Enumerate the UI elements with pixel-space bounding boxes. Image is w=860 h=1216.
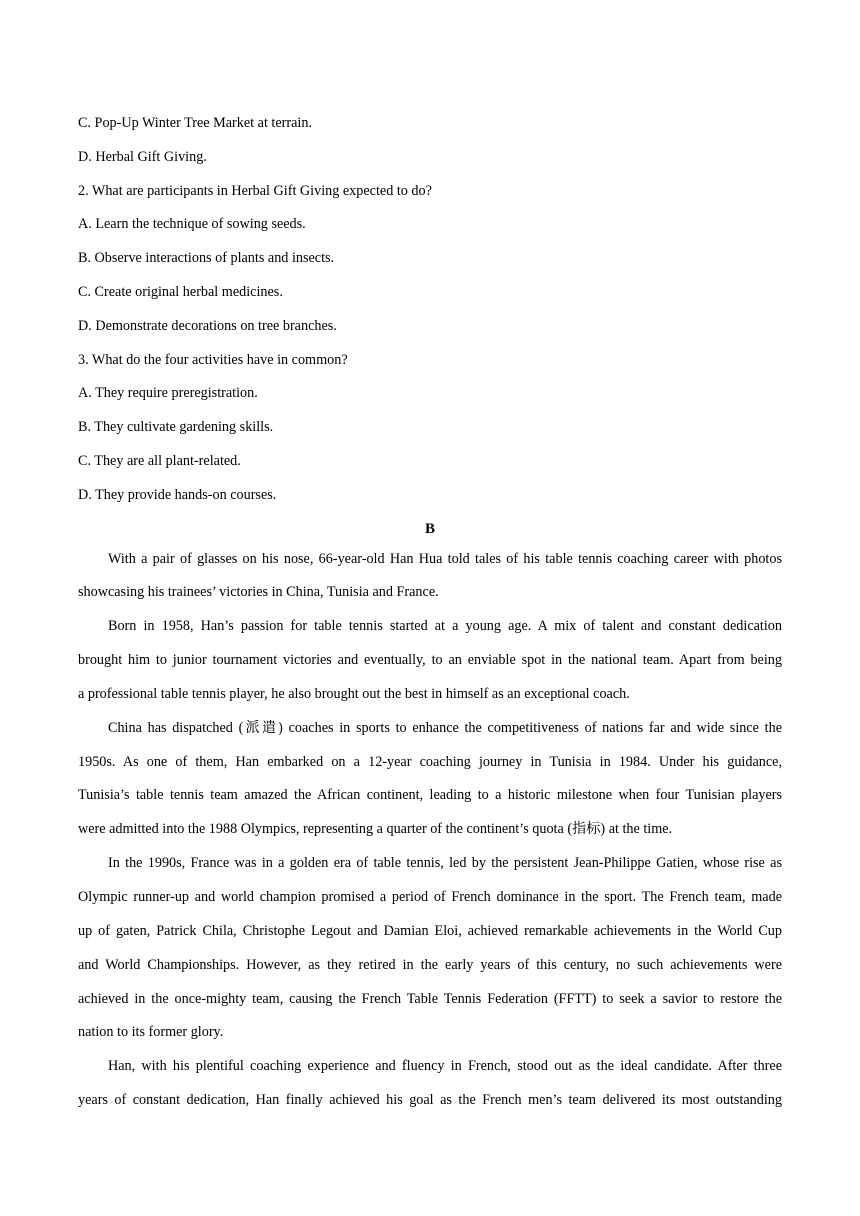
paragraph [78, 1050, 782, 1118]
paragraph-line: Olympic runner-up and world champion promised a period of French dominance in the sport. The French team, made [78, 889, 782, 905]
answer-option: C. Create original herbal medicines. [78, 283, 283, 300]
answer-option: B. Observe interactions of plants and insects. [78, 250, 335, 267]
answer-option: C. They are all plant-related. [78, 452, 241, 469]
answer-option: D. Demonstrate decorations on tree branches. [78, 317, 337, 334]
answer-option: C. Pop-Up Winter Tree Market at terrain. [78, 115, 313, 131]
question-list [78, 107, 782, 513]
paragraph-line: With a pair of glasses on his nose, 66-year-old Han Hua told tales of his table tennis coaching career with photos [108, 550, 782, 567]
paragraph-line: In the 1990s, France was in a golden era of table tennis, led by the persistent Jean-Philippe Gatien, whose rise as [108, 855, 782, 872]
question-text: 3. What do the four activities have in common? [78, 351, 348, 368]
paragraph-line: and World Championships. However, as they retired in the early years of this century, no such achievements were [78, 956, 782, 973]
question-text: 2. What are participants in Herbal Gift Giving expected to do? [78, 182, 432, 199]
answer-option: D. They provide hands-on courses. [78, 486, 277, 503]
paragraph-line: showcasing his trainees’ victories in China, Tunisia and France. [78, 584, 439, 601]
paragraph [78, 610, 782, 712]
document-page [78, 107, 782, 1118]
paragraph-line: years of constant dedication, Han finally achieved his goal as the French men’s team delivered its most outstanding [78, 1092, 782, 1109]
paragraph [78, 847, 782, 1050]
paragraph-line: a professional table tennis player, he also brought out the best in himself as an exceptional coach. [78, 685, 630, 702]
paragraph-line: brought him to junior tournament victories and eventually, to an enviable spot in the national team. Apart from being [78, 652, 782, 669]
paragraph-line: up of gaten, Patrick Chila, Christophe Legout and Damian Eloi, achieved remarkable achievements in the World Cup [78, 922, 782, 939]
paragraph-line: China has dispatched (派遣) coaches in sports to enhance the competitiveness of nations far and wide since the [108, 719, 782, 736]
section-heading: B [424, 520, 435, 537]
paragraph-line: Tunisia’s table tennis team amazed the African continent, leading to a historic milestone when four Tunisian players [78, 787, 782, 804]
paragraph-line: Han, with his plentiful coaching experience and fluency in French, stood out as the ideal candidate. After three [108, 1058, 782, 1075]
paragraph-line: nation to its former glory. [78, 1024, 224, 1041]
answer-option: A. They require preregistration. [78, 385, 258, 402]
answer-option: B. They cultivate gardening skills. [78, 419, 274, 436]
paragraph-line: 1950s. As one of them, Han embarked on a 12-year coaching journey in Tunisia in 1984. Under his guidance, [78, 753, 782, 770]
answer-option: A. Learn the technique of sowing seeds. [78, 216, 306, 233]
paragraph [78, 543, 782, 611]
paragraph-line: Born in 1958, Han’s passion for table tennis started at a young age. A mix of talent and constant dedication [108, 618, 782, 635]
paragraph-line: achieved in the once-mighty team, causing the French Table Tennis Federation (FFTT) to seek a savior to restore the [78, 990, 782, 1007]
paragraph-line: were admitted into the 1988 Olympics, representing a quarter of the continent’s quota (指标) at the time. [78, 821, 673, 838]
answer-option: D. Herbal Gift Giving. [78, 148, 207, 165]
passage-body [78, 543, 782, 1118]
paragraph [78, 712, 782, 847]
